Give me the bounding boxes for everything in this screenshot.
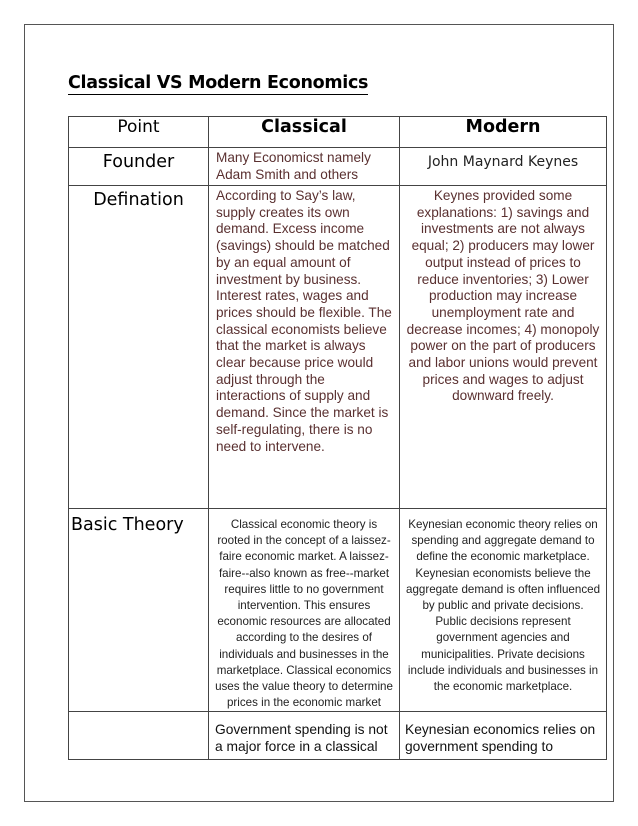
spending-modern: Keynesian economics relies on government spending to — [400, 712, 607, 760]
table-row-founder — [69, 148, 607, 186]
table-header-row — [69, 117, 607, 148]
row-label-basic-theory: Basic Theory — [69, 509, 209, 712]
document-title: Classical VS Modern Economics — [68, 73, 369, 93]
row-label-definition: Defination — [69, 186, 209, 509]
basic-theory-modern: Keynesian economic theory relies on spending and aggregate demand to define the economic marketplace. Keynesian economists believe the aggregate demand is often influenced by public and private decisions. Public decisions represent government agencies and municipalities. Private decisions include individuals and businesses in the economic marketplace. — [400, 509, 607, 712]
header-modern: Modern — [400, 117, 607, 148]
row-label-empty — [69, 712, 209, 760]
table-row-basic-theory — [69, 509, 607, 712]
founder-classical: Many Economicst namely Adam Smith and others — [209, 148, 400, 186]
table-row-government-spending — [69, 712, 607, 760]
spending-classical: Government spending is not a major force in a classical — [209, 712, 400, 760]
definition-classical: According to Say’s law, supply creates its own demand. Excess income (savings) should be matched by an equal amount of investment by business. Interest rates, wages and prices should be flexible. The classical economists believe that the market is always clear because price would adjust through the interactions of supply and demand. Since the market is self-regulating, there is no need to intervene. — [209, 186, 400, 509]
table-row-definition — [69, 186, 607, 509]
definition-modern: Keynes provided some explanations: 1) savings and investments are not always equal; 2) producers may lower output instead of prices to reduce inventories; 3) Lower production may increase unemployment rate and decrease incomes; 4) monopoly power on the part of producers and labor unions would prevent prices and wages to adjust downward freely. — [400, 186, 607, 509]
row-label-founder: Founder — [69, 148, 209, 186]
founder-modern: John Maynard Keynes — [400, 148, 607, 186]
basic-theory-classical: Classical economic theory is rooted in the concept of a laissez-faire economic market. A laissez-faire--also known as free--market requires little to no government intervention. This ensures economic resources are allocated according to the desires of individuals and businesses in the marketplace. Classical economics uses the value theory to determine prices in the economic market — [209, 509, 400, 712]
comparison-table — [68, 116, 607, 760]
header-point: Point — [69, 117, 209, 148]
header-classical: Classical — [209, 117, 400, 148]
